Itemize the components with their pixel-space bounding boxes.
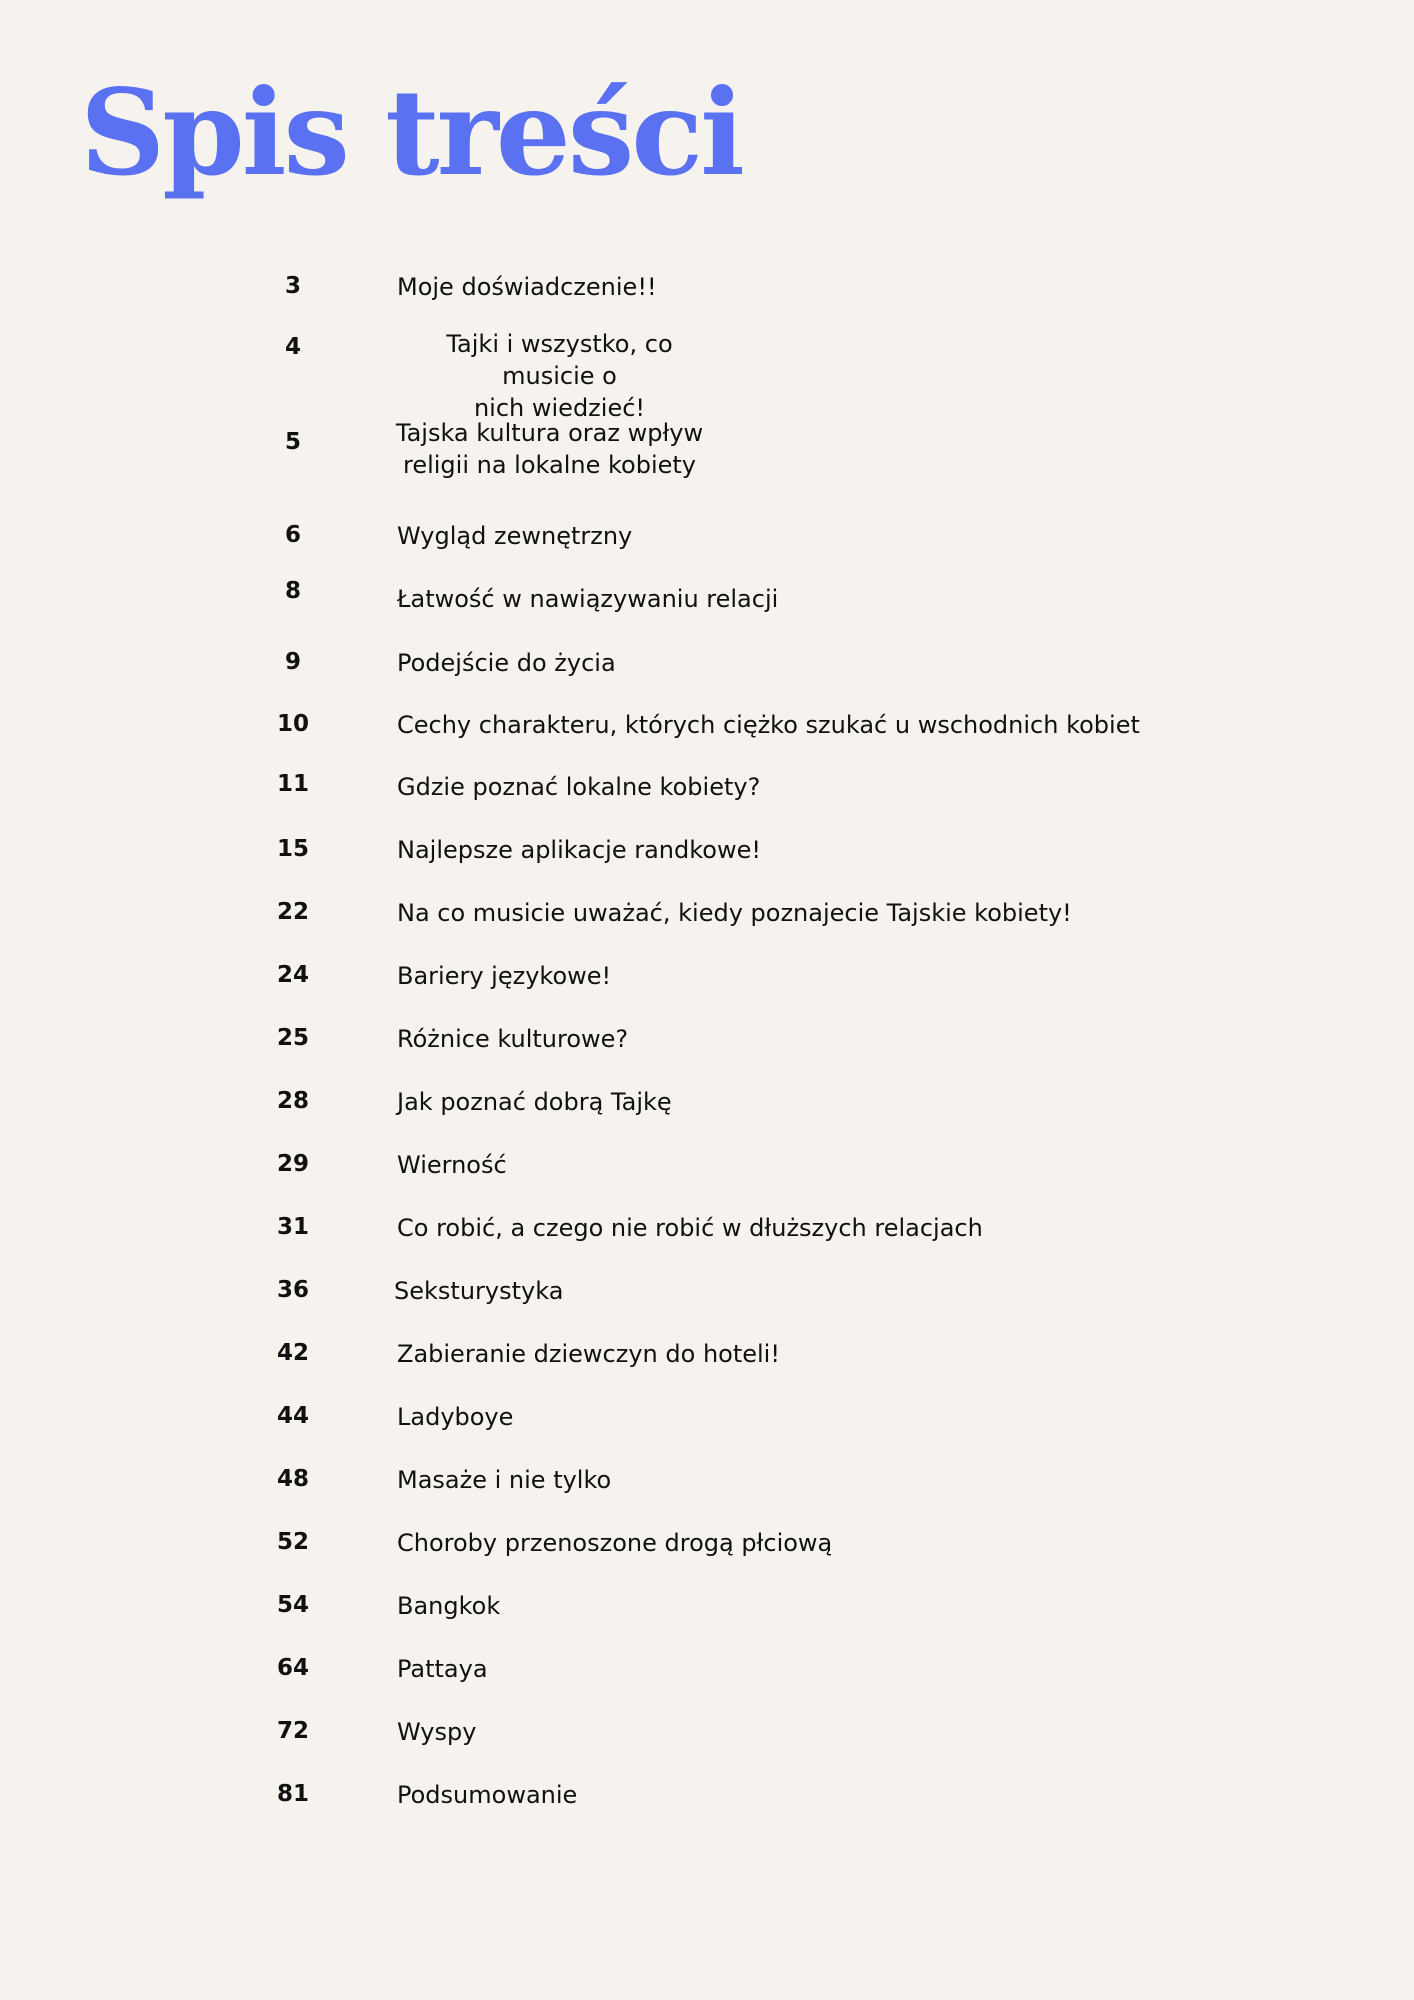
toc-page-number: 81 <box>276 1781 309 1807</box>
toc-entry-title: Różnice kulturowe? <box>397 1025 629 1053</box>
toc-page-number: 24 <box>276 962 309 988</box>
toc-page-number: 15 <box>276 836 309 862</box>
toc-entry-title: Podsumowanie <box>397 1781 578 1809</box>
toc-entry-title: Cechy charakteru, których ciężko szukać u wschodnich kobiet <box>397 711 1140 739</box>
toc-entry-title: Moje doświadczenie!! <box>397 273 657 301</box>
toc-entry-title: Jak poznać dobrą Tajkę <box>397 1088 672 1116</box>
toc-entry-title: Wierność <box>397 1151 507 1179</box>
toc-page-number: 36 <box>276 1277 309 1303</box>
toc-entry-title: Co robić, a czego nie robić w dłuższych relacjach <box>397 1214 983 1242</box>
toc-page-number: 10 <box>276 711 309 737</box>
toc-page-number: 6 <box>284 522 301 548</box>
toc-page-number: 3 <box>284 273 301 299</box>
toc-entry-title: Bariery językowe! <box>397 962 612 990</box>
toc-entry-title: Zabieranie dziewczyn do hoteli! <box>397 1340 780 1368</box>
toc-entry-title: Na co musicie uważać, kiedy poznajecie Tajskie kobiety! <box>397 899 1072 927</box>
toc-page-number: 28 <box>276 1088 309 1114</box>
toc-page-number: 22 <box>276 899 309 925</box>
toc-page-number: 42 <box>276 1340 309 1366</box>
toc-entry-title-line: Tajki i wszystko, co musicie o <box>446 330 673 390</box>
toc-entry-title-line: nich wiedzieć! <box>473 394 646 422</box>
toc-entry-title: Seksturystyka <box>394 1277 564 1305</box>
toc-entry-title: Podejście do życia <box>397 649 616 677</box>
toc-entry-title: Gdzie poznać lokalne kobiety? <box>397 773 761 801</box>
toc-entry-title: Bangkok <box>397 1592 501 1620</box>
toc-entry-title <box>397 328 722 424</box>
toc-page-number: 9 <box>284 649 301 675</box>
toc-entry-title: Masaże i nie tylko <box>397 1466 612 1494</box>
toc-page-number: 25 <box>276 1025 309 1051</box>
toc-page-number: 8 <box>284 578 301 604</box>
toc-page-number: 29 <box>276 1151 309 1177</box>
toc-entry-title: Wygląd zewnętrzny <box>397 522 633 550</box>
toc-entry-title-line: religii na lokalne kobiety <box>402 451 696 479</box>
toc-entry-title: Najlepsze aplikacje randkowe! <box>397 836 761 864</box>
toc-page-number: 72 <box>276 1718 309 1744</box>
toc-page-number: 54 <box>276 1592 309 1618</box>
toc-entry-title: Ladyboye <box>397 1403 514 1431</box>
toc-page-number: 48 <box>276 1466 309 1492</box>
toc-page-number: 64 <box>276 1655 309 1681</box>
toc-page-number: 31 <box>276 1214 309 1240</box>
toc-entry-title: Wyspy <box>397 1718 477 1746</box>
toc-entry-title: Łatwość w nawiązywaniu relacji <box>397 585 779 613</box>
toc-entry-title <box>387 417 712 481</box>
toc-page-number: 52 <box>276 1529 309 1555</box>
toc-entry-title: Choroby przenoszone drogą płciową <box>397 1529 833 1557</box>
toc-page-number: 44 <box>276 1403 309 1429</box>
page-title: Spis treści <box>80 63 742 202</box>
toc-page-number: 11 <box>276 771 309 797</box>
toc-page-number: 5 <box>284 429 301 455</box>
toc-entry-title-line: Tajska kultura oraz wpływ <box>395 419 704 447</box>
toc-entry-title: Pattaya <box>397 1655 488 1683</box>
toc-page-number: 4 <box>284 334 301 360</box>
